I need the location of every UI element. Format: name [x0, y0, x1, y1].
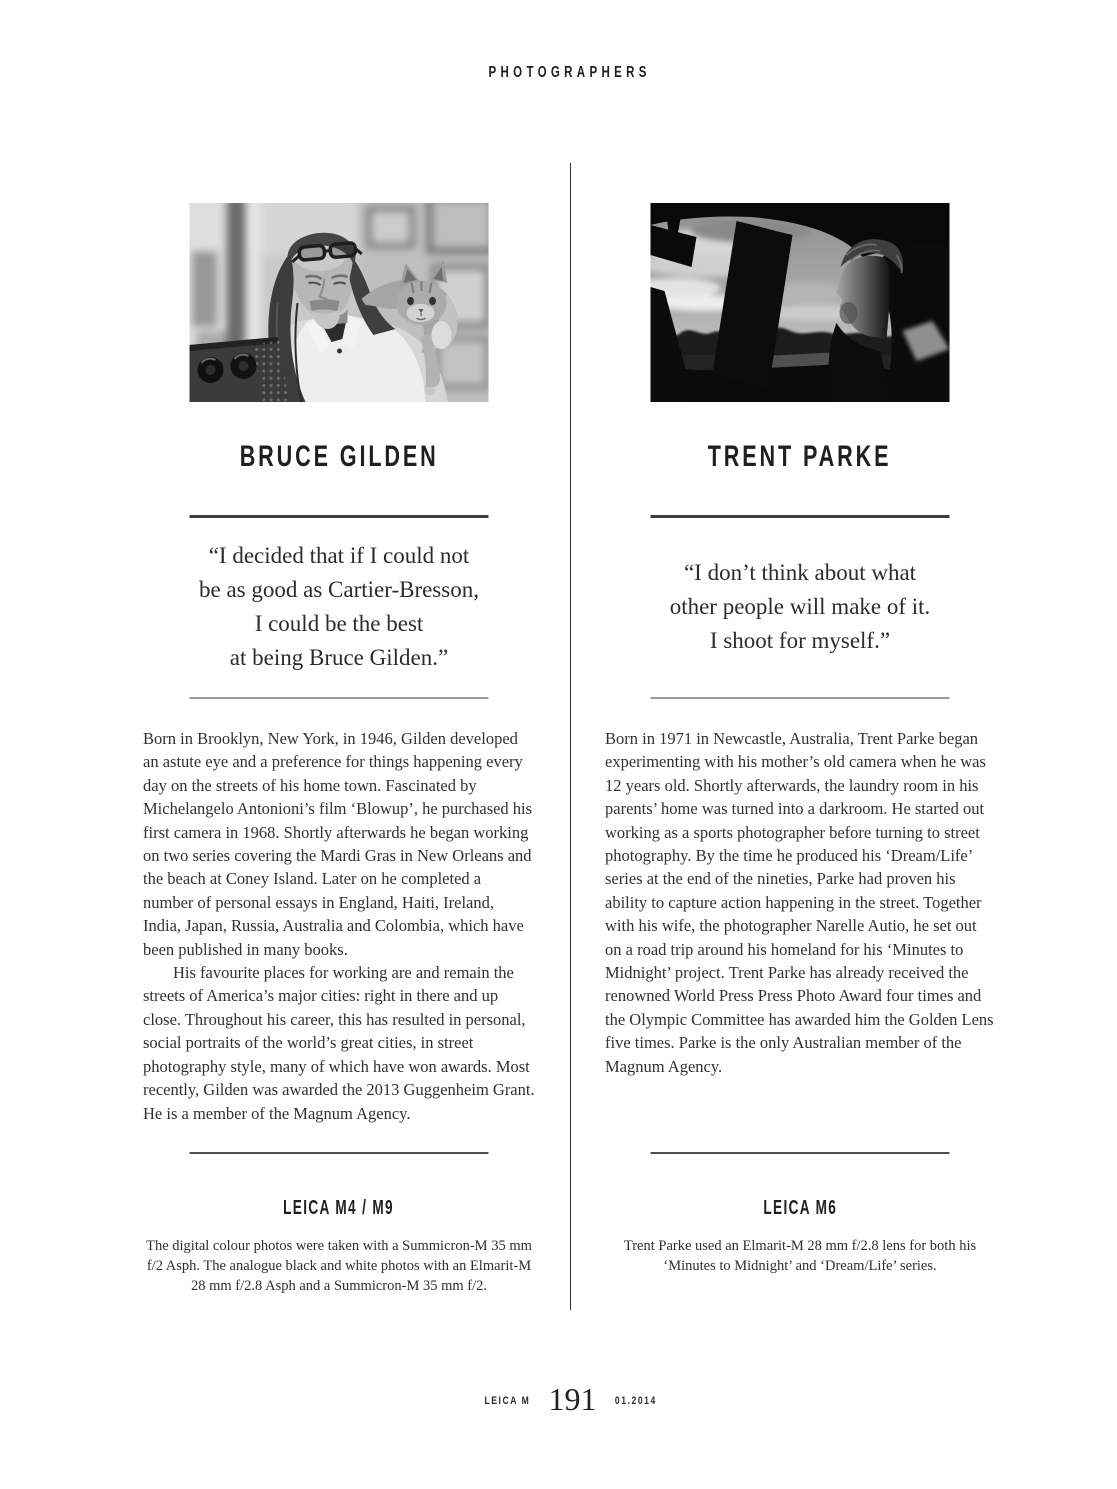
bio-paragraph: His favourite places for working are and remain the streets of America’s major cities: right in there and up close. Throughout his career, this has resulted in personal, social portraits of the world’s great cities, in street photography style, many of which have won awards. Most recently, Gilden was awarded the 2013 Guggenheim Grant. He is a member of the Magnum Agency. [143, 963, 535, 1123]
quote-line: at being Bruce Gilden.” [229, 645, 449, 670]
quote-rule [190, 697, 489, 699]
magazine-name: LEICA M [484, 1395, 531, 1407]
quote-line: other people will make of it. [669, 594, 931, 619]
equipment-panel [190, 337, 289, 402]
column-bruce-gilden [143, 0, 535, 1489]
camera-model: LEICA M6 [763, 1197, 837, 1219]
quote-line: “I decided that if I could not [208, 543, 470, 568]
equipment-rule [190, 1152, 489, 1154]
trent-parke-photo-illustration [651, 203, 950, 402]
page-title-text: PHOTOGRAPHERS [488, 64, 652, 81]
photographer-name: TRENT PARKE [708, 440, 892, 473]
quote-line: “I don’t think about what [683, 560, 917, 585]
pull-quote [605, 517, 995, 697]
biography [143, 727, 535, 1125]
quote-line: I shoot for myself.” [709, 628, 891, 653]
issue-date: 01.2014 [614, 1395, 657, 1407]
page-number: 191 [548, 1381, 597, 1417]
bio-paragraph: Born in 1971 in Newcastle, Australia, Trent Parke began experimenting with his mother’s old camera when he was 12 years old. Shortly afterwards, the laundry room in his parents’ home was turned into a darkroom. He started out working as a sports photographer before turning to street photography. By the time he produced his ‘Dream/Life’ series at the end of the nineties, Parke had proven his ability to capture action happening in the street. Together with his wife, the photographer Narelle Autio, he set out on a road trip around his homeland for his ‘Minutes to Midnight’ project. Trent Parke has already received the renowned World Press Press Photo Award four times and the Olympic Committee has awarded him the Golden Lens five times. Parke is the only Australian member of the Magnum Agency. [605, 729, 994, 1076]
bruce-gilden-photo [190, 203, 489, 402]
column-trent-parke [605, 0, 995, 1489]
quote-rule [651, 697, 950, 699]
column-divider [570, 163, 571, 1310]
quote-line: be as good as Cartier-Bresson, [199, 577, 479, 602]
photographer-name: BRUCE GILDEN [239, 440, 439, 473]
equipment-note: Trent Parke used an Elmarit-M 28 mm f/2.8 lens for both his ‘Minutes to Midnight’ and ‘Dream/Life’ series. [623, 1238, 977, 1274]
quote-line: I could be the best [254, 611, 424, 636]
bruce-gilden-photo-illustration [190, 203, 489, 402]
camera-model: LEICA M4 / M9 [283, 1197, 395, 1219]
equipment-rule [651, 1152, 950, 1154]
pull-quote [143, 517, 535, 697]
page-footer [0, 1381, 1117, 1418]
equipment-note: The digital colour photos were taken with a Summicron-M 35 mm f/2 Asph. The analogue black and white photos with an Elmarit-M 28 mm f/2.8 Asph and a Summicron-M 35 mm f/2. [146, 1238, 532, 1294]
bio-paragraph: Born in Brooklyn, New York, in 1946, Gilden developed an astute eye and a preference for things happening every day on the streets of his home town. Fascinated by Michelangelo Antonioni’s film ‘Blowup’, he purchased his first camera in 1968. Shortly afterwards he began working on two series covering the Mardi Gras in New Orleans and the beach at Coney Island. Later on he completed a number of personal essays in England, Haiti, Ireland, India, Japan, Russia, Australia and Colombia, which have been published in many books. [143, 729, 533, 959]
biography [605, 727, 995, 1078]
trent-parke-photo [651, 203, 950, 402]
